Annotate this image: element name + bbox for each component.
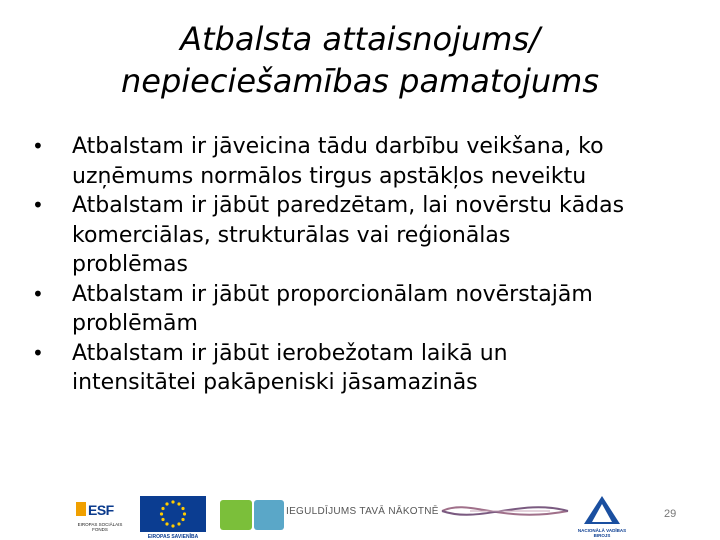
bullet-line: Atbalstam ir jābūt ierobežotam laikā un xyxy=(72,340,508,366)
esf-flag-icon xyxy=(76,502,86,516)
nvk-subtitle: NACIONĀLĀ VADĪBAS BIROJS xyxy=(577,528,627,538)
bullet-line: Atbalstam ir jābūt proporcionālam novērstajām xyxy=(72,281,593,307)
bullet-line: Atbalstam ir jāveicina tādu darbību veikšana, ko xyxy=(72,134,604,159)
title-line-1: Atbalsta attaisnojums/ xyxy=(180,20,540,58)
esf-wordmark: ESF xyxy=(88,502,114,518)
bullet-item-4 xyxy=(32,339,692,398)
bullet-line: uzņēmums normālos tirgus apstākļos neveiktu xyxy=(72,163,587,189)
eu-flag-icon xyxy=(140,496,206,532)
bullet-line: intensitātei pakāpeniski jāsamazinās xyxy=(72,370,478,395)
esf-subtitle: EIROPAS SOCIĀLAIS FONDS xyxy=(77,522,123,532)
bullet-dot-icon: • xyxy=(32,193,44,217)
esf-logo xyxy=(76,496,124,540)
bullet-list xyxy=(32,132,692,398)
bullet-item-3 xyxy=(32,280,692,339)
eu-logo xyxy=(138,496,208,540)
bullet-line: Atbalstam ir jābūt paredzētam, lai novērstu kādas xyxy=(72,193,625,218)
bullet-line: problēmām xyxy=(72,311,198,336)
page-number: 29 xyxy=(664,508,677,520)
bullet-dot-icon: • xyxy=(32,340,44,365)
eu-subtitle: EIROPAS SAVIENĪBA xyxy=(147,534,199,540)
bullet-dot-icon: • xyxy=(32,134,44,158)
bullet-item-2 xyxy=(32,191,692,280)
bullet-dot-icon: • xyxy=(32,281,44,306)
bullet-line: problēmas xyxy=(72,252,188,277)
nvk-triangle-icon xyxy=(580,494,624,528)
partner-logo-1-icon xyxy=(220,500,252,530)
footer-logos xyxy=(0,488,720,540)
title-line-2: nepieciešamības pamatojums xyxy=(121,62,599,100)
bullet-item-1 xyxy=(32,132,692,191)
footer-slogan: IEGULDĪJUMS TAVĀ NĀKOTNĒ xyxy=(286,506,439,517)
nvk-logo xyxy=(577,494,627,538)
slide-title xyxy=(40,18,680,102)
ribbon-logo-icon xyxy=(440,496,570,526)
partner-logo-2-icon xyxy=(254,500,284,530)
bullet-line: komerciālas, strukturālas vai reģionālas xyxy=(72,222,511,248)
